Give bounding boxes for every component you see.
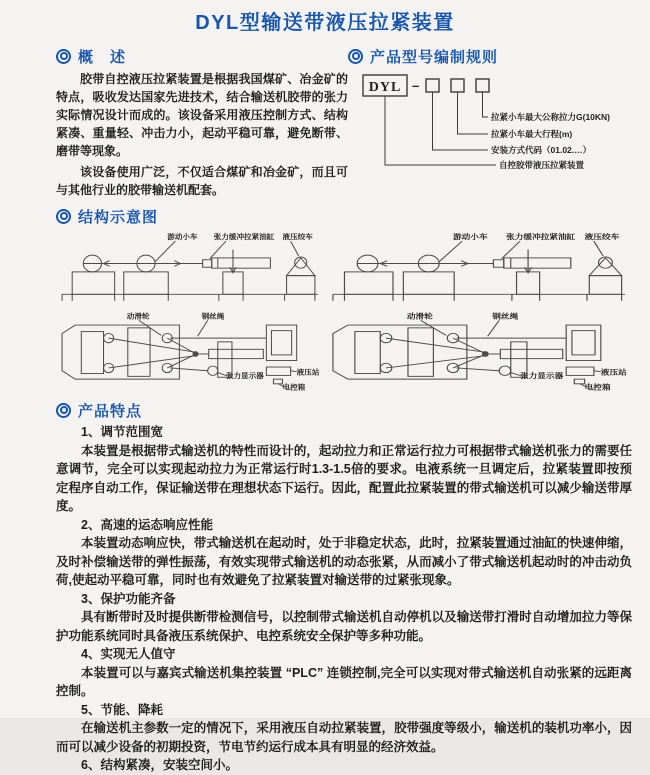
label-tension-display: 张力显示器 (225, 371, 264, 381)
feature-title: 1、调节范围宽 (81, 425, 163, 439)
feature-title: 3、保护功能齐备 (81, 591, 176, 606)
structure-heading-row (56, 205, 632, 227)
model-code-text: DYL (368, 80, 402, 95)
features-heading-row (56, 399, 632, 421)
model-rules-section (348, 45, 632, 199)
overview-paragraph-1: 胶带自控液压拉紧装置是根据我国煤矿、冶金矿的特点，吸收发达国家先进技术，结合输送机胶带的张力实际情况设计而成的。该设备采用液压控制方式、结构紧凑、重量轻、冲击力小，起动平稳可靠，避免断带、磨带等现象。 (56, 72, 348, 158)
feature-body: 本装置可以与嘉宾式输送机集控装置 “PLC” 连锁控制,完全可以实现对带式输送机自动张紧的远距离控制。 (56, 665, 632, 698)
structure-diagram-right (326, 229, 632, 395)
feature-body: 本装置是根据带式输送机的特性而设计的，起动拉力和正常运行拉力可根据带式输送机张力的需要任意调节，完全可以实现起动拉力为正常运行时1.3-1.5倍的要求。电液系统一旦调定后，拉紧装置即按预定程序自动工作，保证输送带在理想状态下运行。因此，配置此拉紧装置的带式输送机可以减少输送带厚度。 (56, 443, 632, 513)
label-trolley: 游动小车 (167, 232, 198, 242)
side-view-drawing (62, 241, 318, 301)
structure-technical-drawing (56, 229, 324, 395)
feature-title: 2、高速的运态响应性能 (81, 517, 213, 532)
label-control-box: 电控箱 (282, 382, 306, 392)
top-columns (56, 45, 632, 199)
label-winch: 液压绞车 (584, 233, 620, 242)
double-circle-bullet-icon (56, 403, 71, 418)
structure-heading: 结构示意图 (78, 208, 159, 226)
structure-diagrams-row (56, 229, 632, 395)
side-view-drawing (333, 241, 625, 301)
feature-title: 4、实现无人值守 (81, 647, 176, 661)
model-label-travel: 拉紧小车最大行程(m) (491, 129, 573, 139)
page-title: DYL型输送带液压拉紧装置 (195, 12, 455, 34)
model-rules-heading-row (348, 45, 632, 67)
model-label-pull-force: 拉紧小车最大公称拉力G(10KN) (491, 112, 611, 122)
structure-diagram-left (56, 229, 324, 395)
label-hydraulic-station: 液压站 (600, 368, 627, 377)
overview-section (56, 45, 348, 199)
label-control-box: 电控箱 (584, 383, 611, 392)
overview-heading-row (56, 45, 348, 67)
label-trolley: 游动小车 (453, 233, 488, 242)
model-diagram-leaders (385, 92, 496, 165)
label-tension-display: 张力显示器 (519, 371, 564, 380)
label-cylinder: 张力缓冲拉紧油缸 (506, 233, 576, 242)
model-label-device-name: 自控胶带液压拉紧装置 (499, 160, 585, 170)
features-heading: 产品特点 (78, 402, 143, 420)
overview-heading: 概 述 (78, 48, 127, 66)
model-rules-heading: 产品型号编制规则 (370, 48, 499, 66)
model-label-install-code: 安装方式代码（01.02.…） (491, 145, 592, 155)
label-winch: 液压绞车 (282, 232, 313, 242)
feature-title: 6、结构紧凑，安装空间小。 (81, 758, 238, 772)
label-pulley: 动滑轮 (406, 312, 433, 321)
structure-technical-drawing (326, 229, 632, 395)
label-cylinder: 张力缓冲拉紧油缸 (213, 232, 275, 242)
label-wire-rope: 钢丝绳 (492, 312, 519, 321)
double-circle-bullet-icon (56, 49, 71, 64)
label-wire-rope: 钢丝绳 (201, 311, 225, 321)
features-section (56, 423, 632, 775)
overview-paragraph-2: 该设备使用广泛，不仅适合煤矿和冶金矿，而且可与其他行业的胶带输送机配套。 (56, 165, 348, 197)
feature-body: 在输送机主参数一定的情况下，采用液压自动拉紧装置，胶带强度等级小，输送机的装机功率小，因而可以减少设备的初期投资，节电节约运行成本具有明显的经济效益。 (56, 721, 632, 754)
model-dash: – (412, 78, 420, 93)
label-hydraulic-station: 液压站 (296, 367, 320, 377)
label-pulley: 动滑轮 (126, 311, 150, 321)
feature-title: 5、节能、降耗 (81, 702, 163, 717)
feature-body: 本装置动态响应快，带式输送机在起动时，处于非稳定状态，此时，拉紧装置通过油缸的快速伸缩，及时补偿输送带的弹性振荡，有效实现带式输送机的动态张紧，从而减小了带式输送机起动时的冲击动负荷,使起动平稳可靠，同时也有效避免了拉紧装置对输送带的过紧张现象。 (56, 536, 632, 587)
double-circle-bullet-icon (56, 209, 71, 224)
model-code-diagram (348, 73, 632, 173)
feature-body: 具有断带时及时提供断带检测信号，以控制带式输送机自动停机以及输送带打滑时自动增加拉力等保护功能系统同时具备液压系统保护、电控系统安全保护等多种功能。 (56, 610, 632, 643)
double-circle-bullet-icon (348, 49, 363, 64)
